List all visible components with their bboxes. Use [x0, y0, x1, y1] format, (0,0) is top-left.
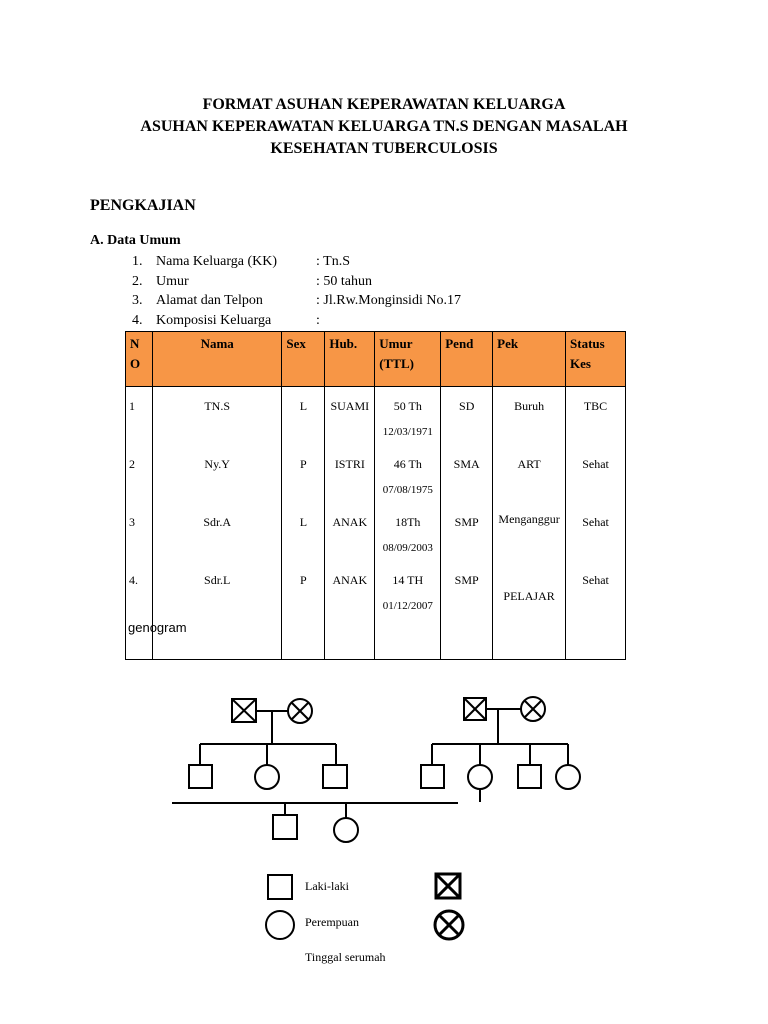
cell-nama: Sdr.L: [152, 561, 281, 660]
item-label: Umur: [156, 273, 189, 289]
genogram-diagram: [0, 680, 768, 980]
male-symbol: [189, 765, 212, 788]
cell-pend: SMP: [441, 561, 493, 660]
cell-no: 1: [126, 387, 153, 446]
cell-pek: Buruh: [493, 387, 566, 446]
item-label: Alamat dan Telpon: [156, 293, 263, 308]
deceased-male-symbol: [232, 699, 256, 722]
male-symbol: [323, 765, 347, 788]
legend-household-label: Tinggal serumah: [305, 950, 386, 964]
item-number: 3.: [132, 293, 143, 308]
col-header-nama: Nama: [152, 332, 281, 387]
item-number: 4.: [132, 312, 143, 328]
item-value: : 50 tahun: [316, 273, 372, 289]
col-header-pek: Pek: [493, 332, 566, 387]
female-symbol: [556, 765, 580, 789]
legend-female-symbol: [266, 911, 294, 939]
umur-value: 50 Th: [393, 399, 422, 413]
male-symbol: [273, 815, 297, 839]
deceased-male-symbol: [464, 698, 486, 720]
table-row: [126, 387, 626, 446]
cell-pend: SMP: [441, 503, 493, 561]
cell-status: TBC: [566, 387, 626, 446]
legend-deceased-female-symbol: [435, 911, 463, 939]
cell-sex: L: [282, 387, 325, 446]
item-value: : Tn.S: [316, 254, 350, 269]
cell-pek: ART: [493, 445, 566, 503]
col-header-sex: Sex: [282, 332, 325, 387]
ttl-value: 12/03/1971: [382, 426, 433, 438]
deceased-female-symbol: [288, 699, 312, 723]
cell-hub: ANAK: [325, 561, 375, 660]
legend-male-label: Laki-laki: [305, 879, 349, 893]
male-symbol: [518, 765, 541, 788]
cell-umur: [375, 503, 441, 561]
general-data-list: [132, 252, 461, 330]
table-header-row: [126, 332, 626, 387]
umur-value: 14 TH: [392, 573, 424, 587]
list-item: [132, 291, 461, 311]
legend-female-label: Perempuan: [305, 915, 359, 929]
cell-pend: SD: [441, 387, 493, 446]
table-row: [126, 445, 626, 503]
ttl-value: 01/12/2007: [382, 600, 433, 612]
cell-umur: [375, 445, 441, 503]
cell-status: Sehat: [566, 445, 626, 503]
item-number: 2.: [132, 273, 143, 289]
cell-pek: Menganggur: [493, 503, 566, 561]
genogram-label: genogram: [128, 620, 187, 635]
cell-nama: Ny.Y: [152, 445, 281, 503]
cell-umur: [375, 387, 441, 446]
legend-male-symbol: [268, 875, 292, 899]
doc-title-line2: ASUHAN KEPERAWATAN KELUARGA TN.S DENGAN MASALAH: [140, 118, 628, 135]
cell-status: Sehat: [566, 503, 626, 561]
cell-sex: P: [282, 445, 325, 503]
col-header-umur: Umur (TTL): [375, 332, 441, 387]
col-header-status: Status Kes: [566, 332, 626, 387]
cell-pend: SMA: [441, 445, 493, 503]
col-header-no: N O: [126, 332, 153, 387]
item-value: :: [316, 312, 320, 328]
cell-pek: PELAJAR: [493, 561, 566, 660]
item-value: : Jl.Rw.Monginsidi No.17: [316, 293, 461, 308]
list-item: [132, 311, 461, 331]
cell-umur: [375, 561, 441, 660]
doc-title-line1: FORMAT ASUHAN KEPERAWATAN KELUARGA: [202, 96, 566, 113]
female-symbol: [255, 765, 279, 789]
col-header-hub: Hub.: [325, 332, 375, 387]
female-symbol: [468, 765, 492, 789]
ttl-value: 07/08/1975: [382, 484, 433, 496]
table-row: [126, 503, 626, 561]
cell-hub: ISTRI: [325, 445, 375, 503]
table-row: [126, 561, 626, 660]
deceased-female-symbol: [521, 697, 545, 721]
item-number: 1.: [132, 254, 143, 269]
cell-no: 4.: [126, 561, 153, 660]
item-label: Nama Keluarga (KK): [156, 254, 278, 269]
subsection-title: A. Data Umum: [90, 233, 181, 248]
female-symbol: [334, 818, 358, 842]
cell-status: Sehat: [566, 561, 626, 660]
cell-sex: P: [282, 561, 325, 660]
cell-no: 2: [126, 445, 153, 503]
cell-no: 3: [126, 503, 153, 561]
cell-nama: Sdr.A: [152, 503, 281, 561]
list-item: [132, 272, 461, 292]
cell-hub: SUAMI: [325, 387, 375, 446]
cell-sex: L: [282, 503, 325, 561]
male-symbol: [421, 765, 444, 788]
legend-deceased-male-symbol: [436, 874, 460, 898]
umur-value: 18Th: [395, 515, 421, 529]
section-title: PENGKAJIAN: [90, 197, 196, 214]
family-composition-table: [125, 331, 626, 660]
list-item: [132, 252, 461, 272]
cell-nama: TN.S: [152, 387, 281, 446]
col-header-pend: Pend: [441, 332, 493, 387]
doc-title-line3: KESEHATAN TUBERCULOSIS: [270, 140, 498, 157]
item-label: Komposisi Keluarga: [156, 312, 272, 328]
cell-hub: ANAK: [325, 503, 375, 561]
ttl-value: 08/09/2003: [382, 542, 433, 554]
umur-value: 46 Th: [393, 457, 422, 471]
